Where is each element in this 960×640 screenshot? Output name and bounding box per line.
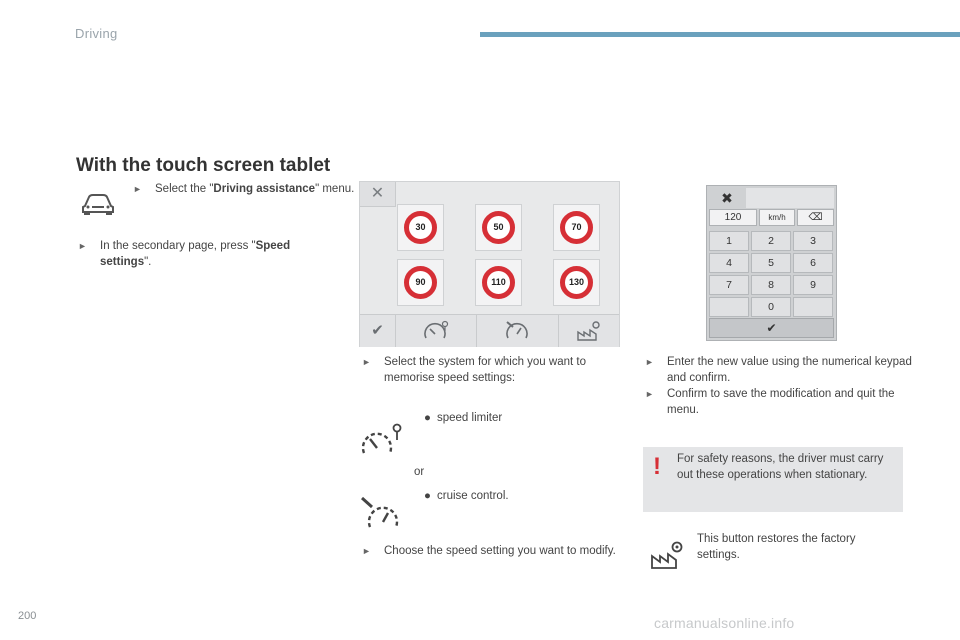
keypad-key[interactable]: 1 [709,231,749,251]
backspace-icon[interactable]: ⌫ [797,209,834,226]
speed-limiter-icon [423,320,449,342]
keypad-key[interactable]: 0 [751,297,791,317]
step-speed-settings [78,238,340,270]
step-text: Choose the speed setting you want to modify. [384,545,616,557]
warning-icon: ! [653,453,661,480]
speed-sign: 110 [482,266,515,299]
close-icon[interactable]: ✕ [360,182,396,207]
screen-bottom-bar [360,314,619,347]
speed-limiter-icon [360,423,404,457]
step-text: " menu. [315,183,355,195]
step-text: Select the " [155,183,214,195]
cruise-control-icon [360,495,404,531]
factory-reset-icon [576,320,602,342]
bullet-cruise-control [424,488,509,504]
speed-sign: 130 [560,266,593,299]
keypad-key[interactable]: 9 [793,275,833,295]
speed-tile[interactable] [553,204,600,251]
step-arrow-icon: ► [645,357,654,367]
speed-tile[interactable] [397,259,444,306]
step-arrow-icon: ► [362,357,371,367]
keypad-key[interactable]: 4 [709,253,749,273]
speed-tile[interactable] [475,204,522,251]
bullet-speed-limiter [424,410,502,426]
bullet-dot: ● [424,490,431,502]
page-heading: With the touch screen tablet [76,155,331,176]
keypad-top-bar [746,188,834,208]
speed-tile[interactable] [397,204,444,251]
step-bold-text: Driving assistance [213,183,316,195]
keypad-confirm-icon[interactable]: ✔ [709,318,834,338]
step-bold-text: Speed settings [100,240,291,268]
section-label: Driving [75,26,118,41]
step-select-system [362,354,624,386]
speed-sign: 50 [482,211,515,244]
safety-warning-box [643,447,903,512]
bullet-text: cruise control. [437,490,509,502]
speed-sign: 30 [404,211,437,244]
warning-text: For safety reasons, the driver must carry out these operations when stationary. [677,453,884,481]
step-text: ". [144,256,152,268]
cruise-control-icon [505,320,531,342]
step-confirm-save [645,386,917,418]
step-enter-value [645,354,917,386]
step-text: In the secondary page, press " [100,240,256,252]
step-arrow-icon: ► [362,546,371,556]
step-arrow-icon: ► [78,241,87,251]
keypad-key[interactable]: 2 [751,231,791,251]
cruise-control-tab[interactable] [477,315,559,347]
or-text: or [414,466,425,478]
speed-settings-screen [359,181,620,347]
confirm-check-icon[interactable]: ✔ [360,315,396,347]
numeric-keypad [706,185,837,341]
keypad-key[interactable]: 7 [709,275,749,295]
keypad-key[interactable]: 3 [793,231,833,251]
step-text: Enter the new value using the numerical keypad and confirm. [667,356,912,384]
step-arrow-icon: ► [645,389,654,399]
keypad-key[interactable]: 8 [751,275,791,295]
step-arrow-icon: ► [133,184,142,194]
step-driving-assistance [133,181,365,197]
step-choose-speed [362,543,624,559]
speed-tile[interactable] [475,259,522,306]
factory-reset-icon [650,540,686,570]
step-text: Confirm to save the modification and quit the menu. [667,388,895,416]
speed-tile[interactable] [553,259,600,306]
speed-value-display: 120 [709,209,757,226]
keypad-key-blank [793,297,833,317]
bullet-text: speed limiter [437,412,503,424]
keypad-key[interactable]: 5 [751,253,791,273]
unit-display: km/h [759,209,795,226]
car-icon [80,192,116,216]
page-number: 200 [18,610,37,622]
bullet-dot: ● [424,412,431,424]
speed-sign: 70 [560,211,593,244]
header-bar [480,32,960,37]
watermark: carmanualsonline.info [654,615,795,631]
speed-limiter-tab[interactable] [396,315,477,347]
restore-text: This button restores the factory settings. [697,533,856,561]
keypad-key-blank [709,297,749,317]
keypad-close-icon[interactable]: ✖ [721,190,733,206]
keypad-key[interactable]: 6 [793,253,833,273]
speed-sign: 90 [404,266,437,299]
step-text: Select the system for which you want to memorise speed settings: [384,356,586,384]
factory-reset-tab[interactable] [559,315,619,347]
